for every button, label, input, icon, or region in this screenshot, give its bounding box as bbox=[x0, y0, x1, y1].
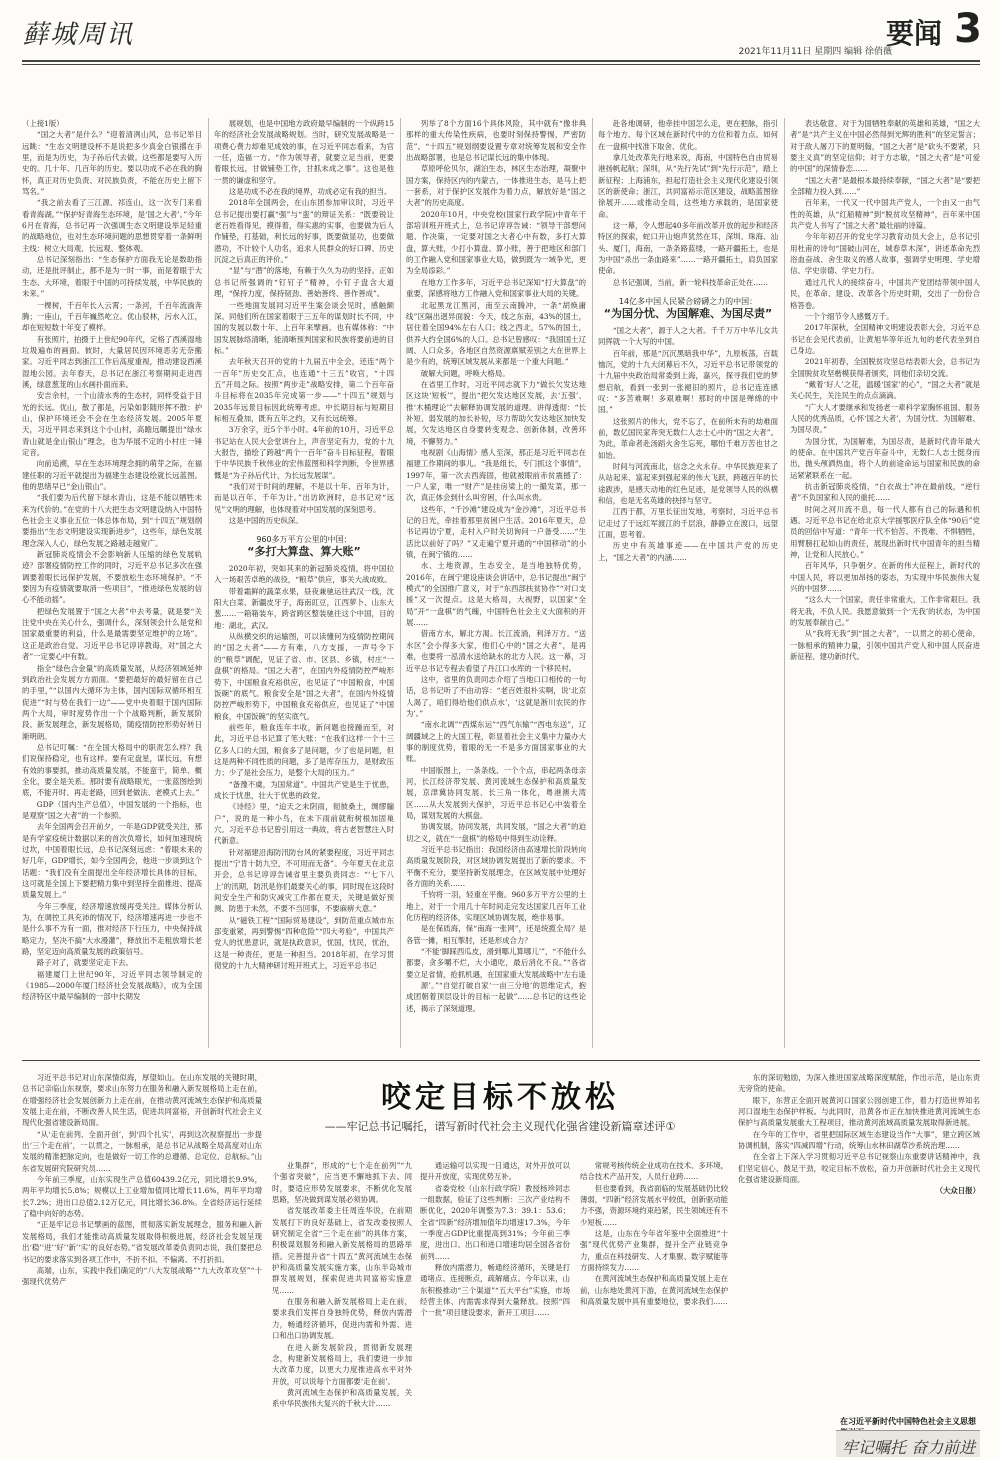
article-paragraph: 今年年初召开的党史学习教育动员大会上，总书记引用杜甫的诗句“国破山河在，城春草木深”，讲述革命先烈浴血奋战、舍生取义的感人故事，强调学史明理、学史增信、学史崇德、学史力行。 bbox=[790, 232, 980, 276]
article-paragraph: 常规考核传统企业成功在技术、多环境，结合技术产品开发，人员行业跨…… bbox=[580, 1161, 728, 1182]
article-paragraph: “这么大一个国家，责任非常重大，工作非常艰巨。我将无我，不负人民。我愿意做到一个‘无我’的状态，为中国的发展奉献自己。” bbox=[790, 595, 980, 628]
bottom-article-headline: 咬定目标不放松 bbox=[381, 1080, 619, 1115]
subhead-title: “多打大算盘、算大账” bbox=[247, 544, 361, 558]
article-paragraph: 这张照片的伟大，党不忘了，在前所未有的劫难面前，数亿国民家奔突无数仁人志士心中的“国之大者”。为此，革命者赴汤蹈火舍生忘死，哪怕千难万苦也甘之如饴。 bbox=[598, 416, 778, 460]
article-paragraph: 总书记叮嘱：“在全国大格局中的职责怎么样？我们说保持稳定，也有这样。要有定盘星，谋长远，有想有效的事要抓，推动高质量发展，不能蛮干，简单、概全化，要全是关系。那时要有战略眼光，一张蓝图绘到底，不能开时、再走老路，回到老做法、老模式上去。” bbox=[22, 742, 202, 798]
article-paragraph: 为国分忧，为国解难，为国尽责，是新时代青年最大的使命。在中国共产党百年奋斗中，无数仁人志士挺身而出，抛头颅洒热血，将个人的前途命运与国家和民族的命运紧紧联系在一起。 bbox=[790, 436, 980, 480]
article-paragraph: 去年全国两会召开前夕，一年是GDP就受关注，那是有学家疫统计数据以来的首次负增长，如何加速现统过坎，中国着眼长远，总书记深刻远虑：“着眼未来的好几年，GDP增长，如今全国两会，他进一步谈到这个话题：“我们没有全面提出全年经济增长具体的目标，这可就是全国上下要把精力集中到坚持全面推进、提高质量发展上。” bbox=[22, 822, 202, 900]
article-paragraph: GDP（国内生产总值），中国发展的一个指标，也是观察“国之大者”的一个参照。 bbox=[22, 799, 202, 820]
article-paragraph: 但也要看到，我省面临的发展基础仍比较薄弱，“四新”经济发展水平较低，创新驱动能力不强，资源环境约束趋紧，民生领域还有不少短板…… bbox=[580, 1183, 728, 1227]
article-paragraph: 源’。”“自觉打破自家‘一亩三分地’的思维定式，抱成团朝着顶层设计的目标一起做”……总书记的这些论述，揭示了深刻道理。 bbox=[406, 981, 586, 1013]
page-number: 3 bbox=[954, 6, 982, 52]
article-paragraph: 在全省上下深入学习贯彻习近平总书记视察山东重要讲话精神中，我们坚定信心、鼓足干劲，咬定目标不放松，奋力开创新时代社会主义现代化强省建设新局面。 bbox=[738, 1152, 980, 1185]
article-paragraph: 表达敬意。对于为国牺牲奉献的英雄和英雄，“国之大者”是“共产主义在中国必然得到光辉的胜利”的坚定誓言；对于敌人屠刀下的夏明翰，“国之大者”是“砍头不要紧，只要主义真”的坚定信仰；对于方志敏，“国之大者”是“可爱的中国”的深情眷恋…… bbox=[790, 119, 980, 174]
article-paragraph: 眼下，东营正全面开展黄河口国家公园创建工作，着力打造世界知名河口湿地生态保护样板。与此同时，沿黄各市正在加快推进黄河流域生态保护与高质量发展重大工程项目，推动黄河流域高质量发展取得新进展。 bbox=[738, 1095, 980, 1128]
article-paragraph: 在黄河流域生态保护和高质量发展上走在前，山东地处黄河下游，在黄河流域生态保护和高质量发展中具有重要地位，要求我们…… bbox=[580, 1274, 728, 1307]
top-article-column-5 bbox=[790, 118, 980, 1048]
dateline: 2021年11月11日 星期四 编辑 徐俏薇 bbox=[738, 47, 892, 57]
article-paragraph: “国之大者”是最根本最持续奉献，“国之大者”是“要把全部精力投入到……” bbox=[790, 175, 980, 197]
masthead bbox=[22, 6, 982, 58]
article-paragraph: 前些年，粮食连年丰收，新问题也接踵而至，对此，习近平总书记算了笔大账：“在我们这样一个十三亿多人口的大国，粮食多了是问题，少了也是问题，但这是两种不同性质的问题，多了是库存压力，是财政压力；少了是社会压力，是整个大局的压力。” bbox=[214, 722, 394, 778]
article-paragraph: 新冠肺炎疫情会不会影响新人压缩的绿色发展轨迹？部署疫情防控工作的同时，习近平总书记多次在强调要着眼长远保护发展，不要放松生态环境保护。“不要因为有疫情就要取消一些项目”，“推进绿色发展的信心不能动摇”。 bbox=[22, 550, 202, 605]
article-paragraph: 释放内需潜力，畅通经济循环，关键是打通堵点、连接断点，疏解痛点。今年以来，山东积极推动“三个渠道”“五大平台”实施，市场经营主体、内需需求得到大量释放。按照“四个一批”项目建设要求，新开工项目…… bbox=[420, 1263, 570, 1318]
article-paragraph: 百年前，那是“沉沉黑暗我中华”，九原板荡，百载恤沉，党的十九大闭幕后不久，习近平总书记带领党的十九届中央政治局常委到上海，嘉兴，探寻我们党的梦想启航，看到一张到一张褪旧的照片，总书记连连感叹：“多苦难啊！多艰难啊！那时的中国是殚绵的中国。” bbox=[598, 348, 778, 415]
masthead-rule-thin bbox=[22, 64, 980, 65]
article-paragraph: 带着霜鲜的蔬菜水果，昼夜兼驰运往武汉一线，沈阳大白菜、新疆皮牙子，海南豇豆，江西萝卜、山东大葱……一箱箱装车，跨省跨区整装驰往这个中国，目的地：湖北，武汉。 bbox=[214, 586, 394, 630]
subhead-kicker: 14亿多中国人民紧合磅礴之力的中国： bbox=[618, 297, 758, 307]
masthead-rule bbox=[22, 60, 980, 62]
article-paragraph: 历史中有英雄事迹——在中国共产党的历史上，“国之大者”的内涵…… bbox=[598, 541, 778, 562]
article-paragraph: 这是中国的历史纵深。 bbox=[228, 516, 303, 526]
column-divider bbox=[592, 118, 593, 1048]
article-paragraph: 借南方水，解北方渴。长江流淌，利泽万方。“送水区”会小得多大家，他们心中的“国之大者”，是再难，也要将一泓清水送给缺水的北方人民。这一幕，习近平总书记专程去看望了丹江口水库的一个移民村。 bbox=[406, 629, 586, 673]
article-paragraph: 是在保质海，保“南海一张网”，还是统揽全局？是各管一摊，相互掣肘，还是形成合力？ bbox=[406, 924, 586, 945]
subhead-kicker: 960多万平方公里的中国： bbox=[256, 535, 352, 545]
article-paragraph: 破解大问题，呼唤大格局。 bbox=[420, 368, 510, 378]
article-paragraph: 安吉余村，一个山清水秀的生态村，同样受益于目光的长远。优山，散了都是，污染如影随形挥不散：护山，保护环境还会不会在生态经济发展。2005年夏天，习近平同志来到这个小山村，高瞻远瞩提出“绿水青山就是金山银山”理念，也为华展不定的小村庄一锤定音。 bbox=[22, 391, 202, 457]
article-paragraph: “从‘走在前列、全面开创’，到‘四个扎实’，再到这次视察提出一步提出‘三个走在前’，一以贯之，一脉相承，是总书记从战略全局高度对山东发展的精准把脉定向，也是做好一切工作的总遵循、总定位、总航标。”山东省发展研究院研究员…… bbox=[22, 1129, 262, 1173]
article-paragraph: 福建厦门上世纪90年，习近平同志领导制定的《1985—2000年厦门经济社会发展战略》，成为全国经济特区中最早编制的一部中长期发 bbox=[22, 969, 202, 1002]
article-paragraph: 通运输可以实现一日通达，对外开放可以提升开放度，实现优势互补。 bbox=[420, 1161, 570, 1182]
article-paragraph: 时间与河流南北，信念之火永存。中华民族迎来了从站起来、富起来到强起来的伟大飞跃，跨越百年的长途跋涉，是感天动地的红色足迹，是党领导人民的纵横和信，也是无名英雄的抉择与坚守。 bbox=[598, 461, 778, 505]
bottom-article-column-2 bbox=[272, 1160, 412, 1452]
article-paragraph: 列举了8个方面16个具体风险，其中就有“像非典那样的重大传染性疾病，也要时刻保持警惕，严密防范”。“十四五”规划纲要设置专章对统筹发展和安全作出战略部署，也是总书记谋长远的集中体现。 bbox=[406, 119, 586, 163]
article-paragraph: “国之大者”是什么？”迎着清冽山风，总书记举目远眺：“生态文明建设杯不是说把多少真金白银撂在手里，而是为历史，为子孙后代去做。这些都是要写入历史的。几十年、几百年的历史。要以功成不必在我的胸怀，真正对历史负责、对民族负责，不能在历史上留下骂名。” bbox=[22, 130, 202, 197]
article-paragraph: 3万余字，近5个半小时。4年前的10月，习近平总书记站在人民大会堂讲台上，声音坚定有力，党的十九大报告，描绘了跨越“两个一百年”奋斗目标征程，着眼于中华民族千秋伟业的宏伟蓝图和科学判断，令世界感慨是“为子孙后代计、为长远发展谋”。 bbox=[214, 425, 394, 480]
article-paragraph: 习近平总书记对山东深情似海，厚望如山。在山东发展的关键时期，总书记亲临山东视察，要求山东努力在服务和融入新发展格局上走在前，在增强经济社会发展创新力上走在前，在推动黄河流域生态保护和高质量发展上走在前，不断改善人民生活，促进共同富裕，开创新时代社会主义现代化强省建设新局面。 bbox=[22, 1073, 262, 1128]
article-paragraph: 高端，山东，实践中我们确定的“八大发展战略”“九大改革攻坚”“十强现代优势产 bbox=[22, 1265, 262, 1287]
article-paragraph: 指全“绿色合金量”的高质量发展，从经济领域延伸到政治社会发展方方面面。“要把最好的最好留在自己的手里，”“以国内大循环为主体，国内国际双循环相互促进”“时与势在我们一边”——党中央着眼于国内国际两个大局，审时度势作出一个个战略判断，新发展阶段、新发展理念，新发展格局，随疫情防控形势好转日渐明朗。 bbox=[22, 663, 202, 741]
article-paragraph: 一个个细节令人感慨万千。 bbox=[804, 311, 894, 321]
article-paragraph: “国之大者”，源于人之大者。千千万万中华儿女共同挥就一个大写的中国。 bbox=[598, 325, 778, 347]
article-paragraph: 这一幕，令人想起40多年前改革开放的起步和经济特区的探索，蛇口开山炮声犹然在耳，深圳、珠海、汕头、厦门，海南，一条条路蓝缕，一路开疆拓土，也是为中国“杀出一条血路来”……一路开疆拓土，肩负国家使命。 bbox=[598, 221, 778, 276]
top-article-column-2 bbox=[214, 118, 394, 1048]
article-paragraph: 2020年10月，中央党校(国家行政学院)中青年干部培训班开班式上，总书记谆谆告诫：“领导干部想问题、作决策，一定要对国之大者心中有数，多打大算盘，算大账，少打小算盘、算小账，善于把地区和部门的工作融入党和国家事业大局，做到既为一域争光，更为全局添彩。” bbox=[406, 209, 586, 276]
bottom-article-column-1 bbox=[22, 1072, 262, 1452]
article-paragraph: “显”与“潜”的落地，有赖于久久为功的坚持。正如总书记所强调的“钉钉子”精神，小钉子盘含大道理，“保持力度，保持韧劲、善始善终、善作善成”。 bbox=[214, 266, 394, 299]
article-paragraph: “南水北调”“西煤东运”“西气东输”“西电东送”，辽阔疆域之上的大国工程，彰显着社会主义集中力量办大事的制度优势，着眼的无一不是多方面国家事业的大账。 bbox=[406, 720, 586, 764]
article-paragraph: 这些年，“千沙滩”建设成为“金沙滩”，习近平总书记的日光，牵挂着那里贫困户生活。2016年夏天，总书记再访宁夏，走村入户时关切询问一户备受……“生活比以前好了吗？”又走遍宁夏开通的“中国移动”的小镇，在闽宁镇的…… bbox=[406, 504, 586, 560]
article-paragraph: 一些地面发展同习近平生案会谈会见时，感触颇深。同他们所在国家着眼于三五年的谋划时长不同，中国的发展以数十年、上百年来擘画。也有媒体称：“中国发展脉络清晰，能清晰预判国家和民族将要前进的目标。” bbox=[214, 300, 394, 355]
article-paragraph: 中国版图上，一条条线、一个个点，串起两条母亲河，长江经济带发展、黄河流域生态保护和高质量发展，京津冀协同发展、长三角一体化，粤港澳大湾区……从大发展到大保护，习近平总书记心中装着全局，谋划发展的大棋盘。 bbox=[406, 765, 586, 820]
article-paragraph: 水、土地资源，生态安全，是当地独特优势，2016年，在闽宁建设座谈会讲话中，总书记提出“闽宁模式”的全国推广意义，对于“东西部扶贫协作”“对口支援”又一次提点。这是大格局，大视野，以国家“全局”开“一盘棋”的气魄，中国特色社会主义大面积的开展…… bbox=[406, 561, 586, 628]
article-paragraph: 抗击新冠肺炎疫情，“白衣战士”冲在最前线，“逆行者”不负国家和人民的重托…… bbox=[790, 482, 980, 503]
subhead-title: “为国分忧、为国解难、为国尽责” bbox=[603, 306, 773, 320]
article-paragraph: 在今年的工作中，省里把国际区域生态建设当作“大事”，建立跨区域协调机制，落实“四减四增”行动，统筹山水林田湖草沙系统治理…… bbox=[738, 1129, 980, 1151]
section-subhead bbox=[598, 296, 778, 319]
article-paragraph: 省委党校（山东行政学院）教授杨珍同志一组数据，验证了这些判断：三次产业结构不断优化，2020年调整为7.3：39.1：53.6；全省“四新”经济增加值年均增速17.3%，今年一季度占GDP比重提高到31%；今年前三季度，进出口、出口和进口增速均居全国各省份前列…… bbox=[420, 1183, 570, 1261]
article-paragraph: 协调发展，协同发展，共同发展，“国之大者”的迫切之义，就在“一盘棋”的格局中得到生动诠释。 bbox=[406, 822, 586, 843]
article-paragraph: 路子对了，就要坚定走下去。 bbox=[36, 958, 133, 968]
article-paragraph: 草原呼伦贝尔，湖泊生态，林区生态治理，凝聚中国方案，保持区内的内蒙古，一体推进生态，是马上把一套系，对于保护区发展作为着力点，解放好是“国之大者”的历史高度。 bbox=[406, 164, 586, 208]
article-paragraph: 省发展改革委主任周连华说，在前期发展打下的良好基础上，省发改委按照人研究制定全省“三个走在前”的具体方案，积极谋划服务和融入新发展格局的思路举措。完善提升省“十四五”黄河流域生态保护和高质量发展实施方案，山东半岛城市群发展规划，探索促进共同富裕实施意见…… bbox=[272, 1206, 412, 1295]
article-paragraph: 有张照片，拍摄于上世纪90年代，定格了西溪湿地垃圾遍布的画面。彼时，大量居民因环境恶劣无奈搬家。习近平同志到浙江工作后高度重视，推动建设西溪湿地公园。去年春天，总书记在浙江考察期间走进西溪，绿意葱茏的山水画扑面而来。 bbox=[22, 334, 202, 389]
column-divider bbox=[784, 118, 785, 1048]
article-paragraph: 一棵树，千百年长入云霄；一条河，千百年流淌奔腾；一座山，千百年巍然屹立。优山驳林，污水入江，却在短短数十年变了模样。 bbox=[22, 300, 202, 333]
article-paragraph: 向前追溯，早在生态环境理念拥的萌芽之际，在福建任职的习近平就提出为福建生态建设绘就长远蓝图。他的思绪早已“金山银山”。 bbox=[22, 459, 202, 491]
article-paragraph: 电视剧《山海情》感人至深，那正是习近平同志在福建工作期间的事儿。“我是组长，专门抓这个事情”，1997年，第一次去西海固，他就被眼前赤贫震撼了：一户人家，唯一“财产”是挂房梁上的一撮发菜，那一次，真正体会到什么叫穷困，什么叫水贵。 bbox=[406, 447, 586, 503]
article-paragraph: “广大人才要继承和发扬老一辈科学家胸怀祖国、服务人民的优秀品质，心怀‘国之大者’，为国分忧、为国解难、为国尽责。” bbox=[790, 402, 980, 435]
article-paragraph: 2018年全国两会，在山东团参加审议时，习近平总书记提出要打赢“强”与“蛮”的辩证关系：“既要锐让老百姓看得见，摸得着，得实惠的实事，也要做为后人作铺垫，打基础，利长远的好事，既要做显功，也要做潜功，不计较个人功名，追求人民群众的好口碑、历史沉淀之后真正的评价。” bbox=[214, 198, 394, 265]
column-divider bbox=[400, 118, 401, 1048]
article-paragraph: 黄河流域生态保护和高质量发展，关系中华民族伟大复兴的千秋大计…… bbox=[272, 1387, 412, 1409]
article-paragraph: 在地方工作多年，习近平总书记深知“打大算盘”的重要，深感将地方工作融入党和国家事业大局的关键。 bbox=[406, 277, 586, 299]
article-paragraph: 业集群”，形成的“七个走在前列”“九个强省突破”，应当更不懈地抓下去。同时，要适应形势发展要求，不断优化发展思路，坚决做到谋发展必须协调。 bbox=[272, 1161, 412, 1205]
article-paragraph: 针对福建沿海防汛防台风的紧要程度，习近平同志提出“宁肯十防九空，不可用而无备”。今年夏天在北京开会，总书记谆谆告诫省里主要负责同志：“‘七下八上’的汛期，防汛是你们最要关心的事，同时现在这段时间安全生产和防灾减灾工作都在夏天，关键是做好预测、防患于未然，不要不当回事，不要麻痹大意。” bbox=[214, 847, 394, 914]
top-article-column-1 bbox=[22, 118, 202, 1048]
article-paragraph: 东的深切勉励，为深入推进国家战略深度赋能，作出示范，是山东责无旁贷的使命。 bbox=[738, 1073, 980, 1094]
article-paragraph: 2020年初，突如其来的新冠肺炎疫情，将中国拉入一场艰苦卓绝的战役，“粮草”供应，事关大战成败。 bbox=[214, 564, 394, 585]
bottom-article-column-5 bbox=[738, 1072, 980, 1408]
article-paragraph: 拿几处改革先行地来说，海南，中国特色自由贸易港扬帆起航；深圳，从“先行先试”到“先行示范”，踏上新征程；上海浦东，担起打造社会主义现代化建设引领区的新使命；浙江，共同富裕示范区建设，战略蓝图徐徐展开……或推动全局，这些地方承载的，是国家使命。 bbox=[598, 153, 778, 219]
article-paragraph: “戴着‘好人’之花，温暖‘国家’的心”，“国之大者”就是关心民生，关注民生的点点滴滴。 bbox=[790, 379, 980, 401]
article-paragraph: 赴各地调研，他牵挂中国怎么走，更在把脉，指引每个地方、每个区域在新时代中的方位和着力点。如何在一盘棋中找准下取舍、优化。 bbox=[598, 119, 778, 151]
section-subhead bbox=[214, 534, 394, 557]
article-paragraph: “我们对于时间的理解，不是以十年、百年为计，而是以百年、千年为计。”出访欧洲时，总书记对“远见”文明的理解，也体现着对中国发展的深刻思考。 bbox=[214, 482, 394, 514]
newspaper-logo: 藓城周讯 bbox=[22, 20, 135, 50]
article-paragraph: 把绿色发展置于“国之大者”中去考量，就是要“关注党中央在关心什么，强调什么，深刻领会什么是党和国家最重要的利益，什么是最需要坚定维护的立场”。这正是政治自觉。习近平总书记谆谆教诲，对“国之大者”一定要心中有数。 bbox=[22, 606, 202, 662]
article-paragraph: “不能‘脚踩西瓜皮，滑到哪儿算哪儿’”，“不能什么都要，贪多嚼不烂，大小通吃，最后消化不良。”“各省要立足省情，抢抓机遇，在国家重大发展战略中‘左右逢 bbox=[406, 947, 586, 979]
article-paragraph: 在服务和融入新发展格局上走在前，要求我们发挥自身独特优势，释放内需潜力，畅通经济循环，促进内需和外需、进口和出口协调发展。 bbox=[272, 1297, 412, 1341]
article-paragraph: 习近平总书记指出：我国经济由高速增长阶段转向高质量发展阶段，对区域协调发展提出了新的要求。不平衡不充分，要坚持新发展理念，在区域发展中处理好各方面的关系…… bbox=[406, 845, 586, 889]
article-paragraph: “备豫不虞，为国常道”。中国共产党是生于忧患，成长于忧患，壮大于忧患的政党。 bbox=[214, 779, 394, 800]
article-paragraph: 江西于都，万里长征出发地，考察时，习近平总书记走过了于远红军渡江的千层浪，静静立在渡口，远望江面，思考着。 bbox=[598, 507, 778, 540]
article-paragraph: 今年三季度，经济增速放缓再受关注。媒体分析认为，在调控工具充沛的情况下，经济增速再进一步也不是什么事不为有一面，推对经济下行压力，中央保持战略定力，坚决不搞“大水漫灌”，释放出不走粗放增长老路，坚定迈向高质量发展的政策信号。 bbox=[22, 901, 202, 957]
article-paragraph: 百年来，一代又一代中国共产党人，一个由又一由气性的英雄，从“红船精神”到“脱贫攻坚精神”，百年来中国共产党人书写了“国之大者”最壮丽的诗篇。 bbox=[790, 198, 980, 231]
article-paragraph: 在进入新发展阶段，贯彻新发展理念，构建新发展格局上，我们要进一步加大改革力度，以更大力度推进高水平对外开放，可以说每个方面都要‘走在前’。 bbox=[272, 1342, 412, 1386]
article-separator-rule bbox=[22, 1060, 980, 1061]
series-banner bbox=[836, 1430, 980, 1457]
bottom-article-subheadline: ——牢记总书记嘱托，谱写新时代社会主义现代化强省建设新篇章述评① bbox=[324, 1120, 676, 1133]
section-title: 要闻 bbox=[885, 17, 942, 50]
article-paragraph: 2021年初春，全国脱贫攻坚总结表彰大会，总书记为全国脱贫攻坚楷模获得者颁奖，同他们亲切交流。 bbox=[790, 357, 980, 378]
bottom-article-column-4 bbox=[580, 1160, 728, 1452]
article-paragraph: “我之前去看了三江源、祁连山，这一次专门来看看青海湖。”“保护好青海生态环境，是‘国之大者’。”今年6月在青海，总书记再一次强调生态文明建设举足轻重的战略地位，也对生态环境问题的思想贯穿着一条鲜明主线：树立大局观、长远观、整体观。 bbox=[22, 198, 202, 253]
article-paragraph: 总书记深刻指出：“生态保护方面我无论是数助指动，还是批评制止，都不是为一时一事，而是着眼于大生态、大环境，着眼于中国的可持续发展，中华民族的未来。” bbox=[22, 255, 202, 299]
series-banner-script: 牢记嘱托 奋力前进 bbox=[842, 1438, 976, 1457]
article-paragraph: 这是功成不必在我的境界，功成必定有我的担当。 bbox=[228, 187, 392, 197]
article-paragraph: 通过几代人的接续奋斗，中国共产党团结带领中国人民，在革命、建设、改革各个历史时期，交出了一份份合格答卷。 bbox=[790, 277, 980, 310]
continuation-note: （上接1版） bbox=[22, 119, 64, 128]
article-paragraph: 从纵横交织的运输图，可以读懂何为疫情防控期间的“国之大者”——方有难，八方支援，一声号令下的“粮草”调配，见证了省、市、区县、乡镇，村庄“一盘棋”的格局。“国之大者”，在国内外疫情防控严峻形势下，中国粮食充裕供应，也见证了“中国粮食，中国饭碗”的底气。粮食安全是“国之大者”，在国内外疫情防控严峻形势下，中国粮食充裕供应，也见证了“中国粮食，中国饭碗”的坚实底气。 bbox=[214, 632, 394, 721]
bottom-article-column-3 bbox=[420, 1160, 570, 1452]
article-paragraph: 从“磁铁工程”“国际贸易建设”，到防范重点城市东部变重紧，再到警惕“四种危险”“四大考验”，中国共产党人的忧患意识，就是执政意识，忧国，忧民，忧治，这是一种责任，更是一种担当。2018年初，在学习贯彻党的十九大精神研讨班开班式上，习近平总书记 bbox=[214, 915, 394, 971]
article-paragraph: 在省里工作时，习近平同志就下力“做长欠发达地区这块‘短板’”，提出“把欠发达地区发展，去‘五强’、推‘木桶理论’”去解释协调发展的道理。讲得透彻：“长补短、弱发展的加长补短，尽力帮助欠发达地区加快发展，欠发达地区自身要转变观念、创新体制，改善环境，不懈努力。” bbox=[406, 379, 586, 446]
article-paragraph: 这是，山东在今年省年鉴中全面推进“十强”现代优势产业集群，提升全产业链竞争力，重点在科技研发、人才集聚、数字赋能等方面持续发力…… bbox=[580, 1229, 728, 1273]
article-paragraph: 2017年深秋，全国精神文明建设表彰大会，习近平总书记在会见代表前，让黄旭华等年近九旬的老代表坐到自己身边。 bbox=[790, 323, 980, 355]
column-divider bbox=[208, 118, 209, 1048]
article-paragraph: “正是牢记总书记擘画的蓝图，贯彻落实新发展理念，服务和融入新发展格局，我们才能推动高质量发展取得积极进展，经济社会发展呈现出‘稳’‘进’‘好’‘新’‘实’的良好态势。”省发展改革委负责同志说，我们要把总书记的要求落实到各项工作中，不折不扣、不偏离、不打折扣。 bbox=[22, 1220, 262, 1264]
article-paragraph: 从“我将无我”到“国之大者”，一以贯之的初心使命，一脉相承的精神力量，引领中国共产党人和中国人民奋进新征程、建功新时代。 bbox=[790, 629, 980, 662]
article-paragraph: 时间之河川流不息，每一代人都有自己的际遇和机遇。习近平总书记在给北京大学援鄂医疗队全体“90后”党员的回信中写道：“青年一代不怕苦、不畏难、不惧牺牲，用臂膀扛起如山的责任，展现出新时代中国青年的担当精神，让党和人民放心。” bbox=[790, 504, 980, 560]
article-paragraph: 《诗经》里，“迨天之未阴雨，彻彼桑土，绸缪牖户”，说的是一种小鸟，在未下雨前就衔树根加固巢穴。习近平总书记曾引用这一典故，将古老智慧注入时代新意。 bbox=[214, 802, 394, 846]
top-article-column-3 bbox=[406, 118, 586, 1048]
article-paragraph: “我们要为后代留下绿水青山，这是不能以牺牲未来为代价的。”在党的十八大把生态文明建设纳入中国特色社会主义事业五位一体总体布局，到“十四五”规划纲要指出“生态文明建设实现新进步”，这些年，绿色发展理念深入人心，绿色发展之路越走越宽广。 bbox=[22, 493, 202, 548]
series-banner-title: 在习近平新时代中国特色社会主义思想 bbox=[840, 1417, 976, 1426]
top-article-column-4 bbox=[598, 118, 778, 1048]
article-paragraph: 今年前三季度，山东实现生产总值60439.2亿元，同比增长9.9%，两年平均增长5.8%；规模以上工业增加值同比增长11.6%，两年平均增长7.2%；进出口总值2.12万亿元，同比增长36.8%。全省经济运行延续了稳中向好的态势。 bbox=[22, 1175, 262, 1219]
article-paragraph: 百年风华，只争朝夕。在新的伟大征程上，新时代的中国人民，将以更加昂扬的姿态，为实现中华民族伟大复兴的中国梦…… bbox=[790, 561, 980, 594]
bottom-article-header bbox=[272, 1072, 728, 1152]
article-paragraph: 这中，省里的负责同志介绍了当地口口相传的一句话，总书记听了不由动容：“老百姓很朴实啊，说‘北京人渴了，咱们得给他们供点水’，‘这就是淅川农民的作为’。” bbox=[406, 674, 586, 718]
article-paragraph: 去年秋天召开的党的十九届五中全会，还连“两个一百年”历史交汇点，也连通“十三五”收官，“十四五”开局之际。按照“两步走”战略安排，第二个百年奋斗目标将在2035年完成第一步——“十四五”规划与2035年远景目标因此统筹考虑。中长期目标与短期目标相互叠加，既有五年之约，又有长远统筹。 bbox=[214, 357, 394, 423]
article-paragraph: 总书记强调，当前，新一轮科技革命正处在…… bbox=[612, 277, 769, 287]
article-paragraph: 展规划，也是中国地方政府最早编制的一个纵跨15年的经济社会发展战略规划。当时，研究发展战略是一项费心费力却难见成效的事，在习近平同志看来，为官一任，造福一方。“作为领导者，就要立足当前，更要着眼长远，甘做铺垫工作，甘抓未成之事”。这也是他一贯的谦虚和坚守。 bbox=[214, 119, 394, 185]
article-credit: （大众日报） bbox=[935, 1186, 980, 1196]
article-paragraph: 北起黑龙江黑河，南至云南腾冲，一条“胡焕庸线”区隔出迥异面貌：今天，线之东南，43%的国土，居住着全国94%左右人口；线之西北，57%的国土，供养大约全国6%的人口。总书记曾感叹：“我国国土辽阔、人口众多，各地区自然资源禀赋差别之大在世界上是少有的，统筹区域发展从来都是一个重大问题。” bbox=[406, 300, 586, 367]
article-paragraph: 千钧将一羽，轻重在平衡。960多万平方公里的土地上，对于一个用几十年时间走完发达国家几百年工业化历程的经济体，实现区域协调发展，绝非易事。 bbox=[406, 890, 586, 923]
